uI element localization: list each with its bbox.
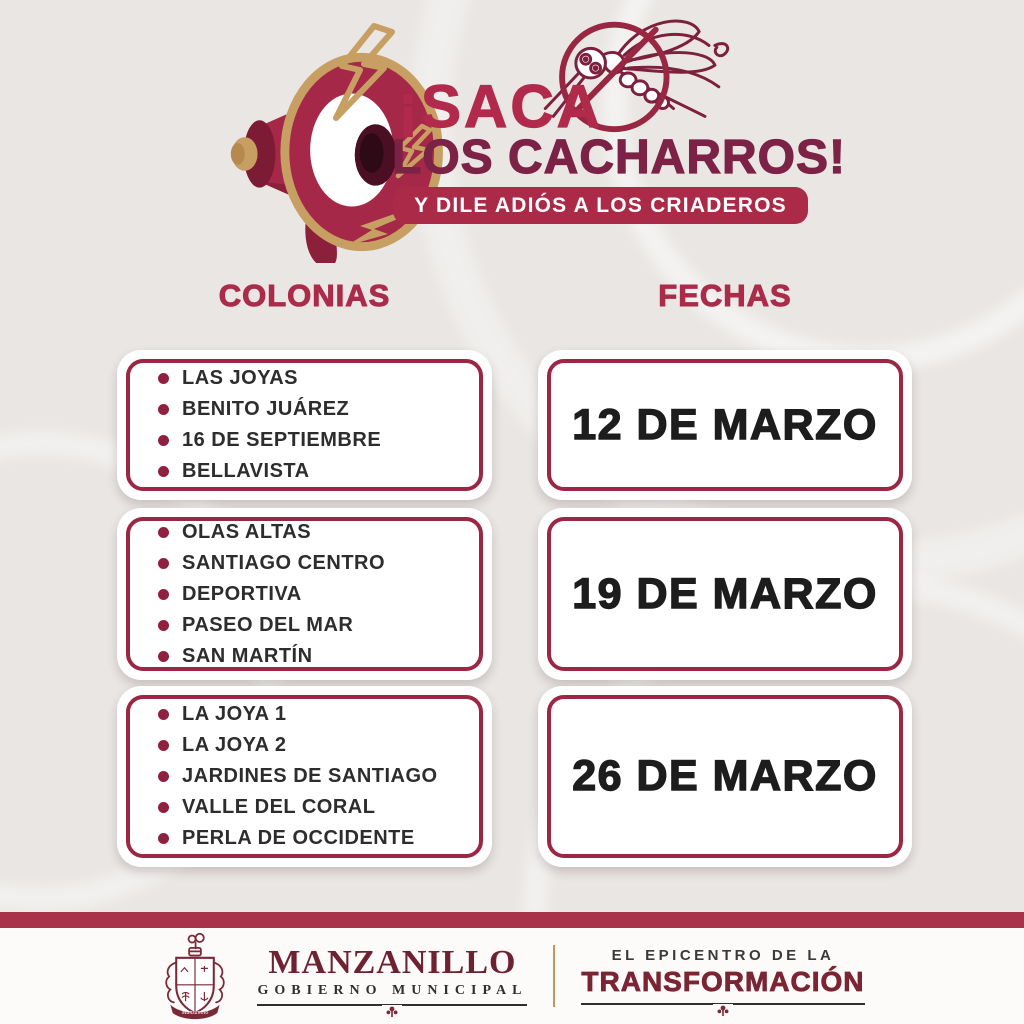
city-block [257, 946, 527, 1006]
bullet-dot [158, 373, 169, 384]
colonia-name: LA JOYA 2 [182, 734, 287, 756]
slogan-line2: TRANSFORMACIÓN [581, 966, 865, 997]
government-label: GOBIERNO MUNICIPAL [257, 983, 528, 998]
bullet-dot [158, 527, 169, 538]
colonia-name: OLAS ALTAS [182, 520, 312, 543]
colonias-list-2 [158, 517, 479, 672]
bullet-dot [158, 404, 169, 415]
colonia-name: BENITO JUÁREZ [182, 398, 350, 420]
poster-title-line1: ¡SACA [398, 73, 603, 140]
list-item [158, 730, 479, 761]
poster-title-line2: LOS CACHARROS! [392, 131, 846, 184]
colonias-card-2 [117, 508, 492, 680]
slogan-line1: EL EPICENTRO DE LA [611, 947, 835, 964]
divider-rule [581, 1003, 864, 1005]
colonias-list-1 [158, 363, 479, 487]
colonia-name: LAS JOYAS [182, 367, 299, 389]
bullet-dot [158, 771, 169, 782]
list-item [158, 699, 479, 730]
list-item [158, 456, 479, 487]
colonia-name: 16 DE SEPTIEMBRE [182, 429, 382, 451]
footer [0, 928, 1024, 1024]
bullet-dot [158, 620, 169, 631]
bullet-dot [158, 651, 169, 662]
colonias-column-header: COLONIAS [218, 278, 391, 313]
lightning-bolt-icon [330, 22, 396, 124]
colonia-name: SANTIAGO CENTRO [182, 551, 386, 574]
poster-subtitle-text: Y DILE ADIÓS A LOS CRIADEROS [414, 193, 787, 217]
bullet-dot [158, 466, 169, 477]
bullet-dot [158, 589, 169, 600]
colonia-name: BELLAVISTA [182, 460, 310, 482]
divider-rule [257, 1004, 527, 1006]
colonia-name: VALLE DEL CORAL [182, 796, 376, 818]
colonia-name: JARDINES DE SANTIAGO [182, 765, 438, 787]
colonia-name: PASEO DEL MAR [182, 613, 354, 636]
fechas-column-header: FECHAS [658, 278, 792, 313]
footer-accent-stripe [0, 912, 1024, 928]
bullet-dot [158, 558, 169, 569]
floral-ornament-icon [713, 1004, 733, 1022]
colonia-name: LA JOYA 1 [182, 703, 287, 725]
slogan-block [581, 947, 864, 1005]
crest-banner-text: Manzanillo [182, 1010, 209, 1017]
bullet-dot [158, 802, 169, 813]
list-item [158, 363, 479, 394]
colonia-name: PERLA DE OCCIDENTE [182, 827, 415, 849]
bullet-dot [158, 709, 169, 720]
list-item [158, 610, 479, 641]
fecha-card-2 [538, 508, 912, 680]
vertical-divider [553, 945, 555, 1007]
bullet-dot [158, 435, 169, 446]
fecha-card-3 [538, 686, 912, 867]
colonia-name: SAN MARTÍN [182, 644, 313, 667]
fecha-card-1 [538, 350, 912, 500]
list-item [158, 579, 479, 610]
poster-subtitle-pill [393, 187, 808, 224]
list-item [158, 823, 479, 854]
list-item [158, 792, 479, 823]
fecha-text-1: 12 DE MARZO [572, 400, 878, 449]
colonias-list-3 [158, 699, 479, 854]
colonias-card-1 [117, 350, 492, 500]
city-name: MANZANILLO [268, 944, 517, 981]
fecha-text-2: 19 DE MARZO [572, 569, 878, 618]
list-item [158, 517, 479, 548]
manzanillo-crest-icon [159, 932, 231, 1020]
list-item [158, 548, 479, 579]
floral-ornament-icon [382, 1005, 402, 1023]
list-item [158, 641, 479, 672]
list-item [158, 394, 479, 425]
colonias-card-3 [117, 686, 492, 867]
bullet-dot [158, 740, 169, 751]
list-item [158, 761, 479, 792]
colonia-name: DEPORTIVA [182, 582, 302, 605]
bullet-dot [158, 833, 169, 844]
list-item [158, 425, 479, 456]
fecha-text-3: 26 DE MARZO [572, 752, 878, 800]
